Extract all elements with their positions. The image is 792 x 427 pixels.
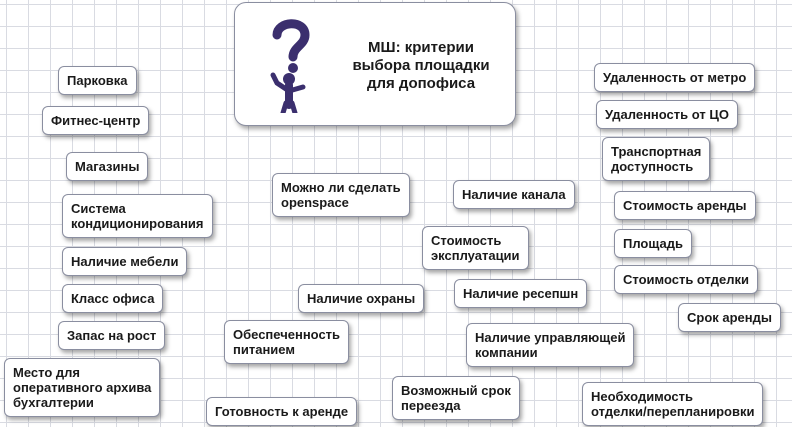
node-office-class[interactable]: Класс офиса [62, 284, 163, 313]
node-catering[interactable]: Обеспеченность питанием [224, 320, 349, 364]
node-management-company[interactable]: Наличие управляющей компании [466, 323, 634, 367]
node-metro-distance[interactable]: Удаленность от метро [594, 63, 755, 92]
question-person-icon [265, 13, 315, 113]
node-finish-cost[interactable]: Стоимость отделки [614, 265, 758, 294]
node-redevelopment[interactable]: Необходимость отделки/перепланировки [582, 382, 763, 426]
node-channel[interactable]: Наличие канала [453, 180, 575, 209]
node-lease-term[interactable]: Срок аренды [678, 303, 781, 332]
central-topic[interactable] [234, 2, 516, 126]
node-air-conditioning[interactable]: Система кондиционирования [62, 194, 213, 238]
node-area[interactable]: Площадь [614, 229, 692, 258]
node-head-office-distance[interactable]: Удаленность от ЦО [596, 100, 738, 129]
node-furniture[interactable]: Наличие мебели [62, 247, 187, 276]
node-growth-reserve[interactable]: Запас на рост [58, 321, 165, 350]
node-transport-access[interactable]: Транспортная доступность [602, 137, 710, 181]
node-parking[interactable]: Парковка [58, 66, 137, 95]
node-rent-readiness[interactable]: Готовность к аренде [206, 397, 357, 426]
node-openspace[interactable]: Можно ли сделать openspace [272, 173, 410, 217]
node-exploitation-cost[interactable]: Стоимость эксплуатации [422, 226, 529, 270]
node-shops[interactable]: Магазины [66, 152, 148, 181]
node-rent-cost[interactable]: Стоимость аренды [614, 191, 756, 220]
node-archive-space[interactable]: Место для оперативного архива бухгалтерии [4, 358, 160, 417]
node-move-date[interactable]: Возможный срок переезда [392, 376, 520, 420]
node-fitness[interactable]: Фитнес-центр [42, 106, 149, 135]
central-topic-title: МШ: критерии выбора площадки для допофиса [352, 39, 490, 92]
node-reception[interactable]: Наличие ресепшн [454, 279, 587, 308]
node-security[interactable]: Наличие охраны [298, 284, 424, 313]
